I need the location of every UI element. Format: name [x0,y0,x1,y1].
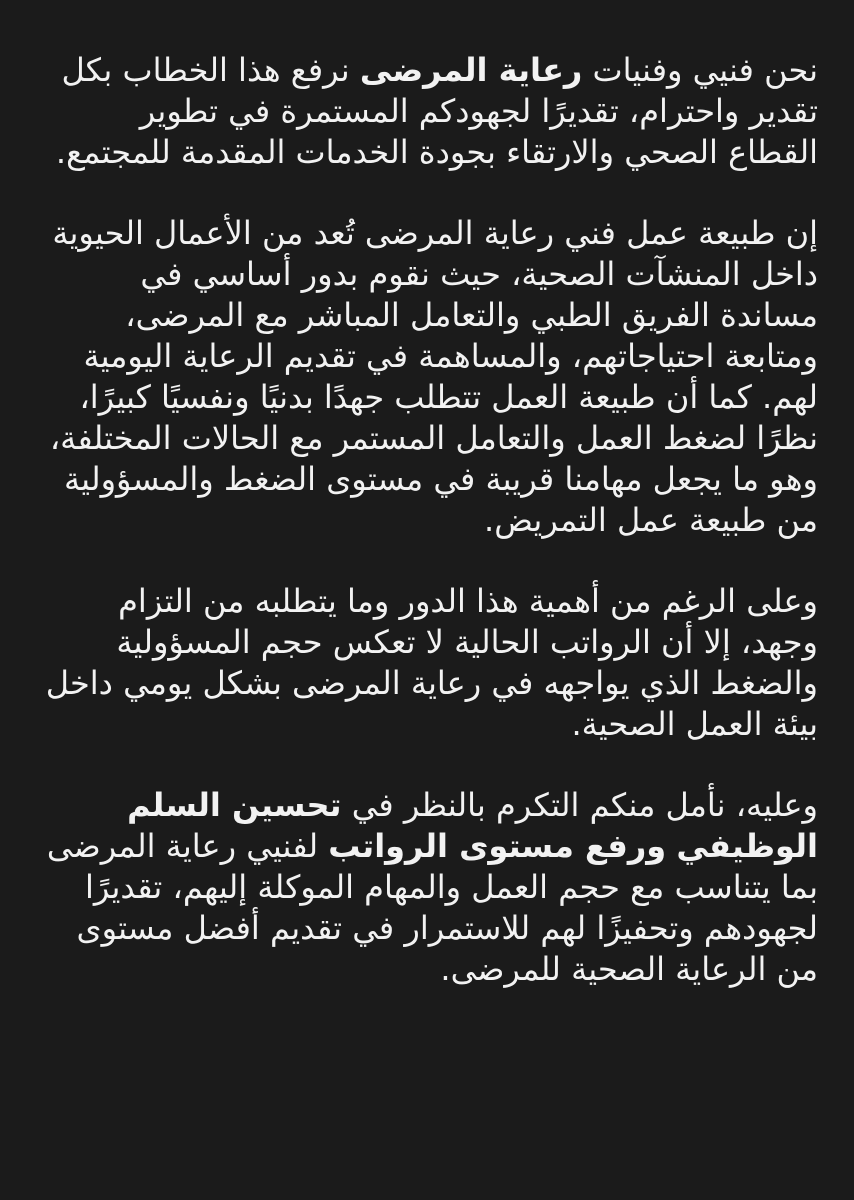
paragraph-request-text-space [666,827,676,865]
paragraph-intro-bold-patient-care: رعاية المرضى [359,51,583,89]
paragraph-request-bold-salary-raise: ورفع مستوى الرواتب [328,827,667,865]
paragraph-intro [40,50,818,173]
paragraph-request-text-start: وعليه، نأمل منكم التكرم بالنظر في [341,786,818,824]
paragraph-salary-concern: وعلى الرغم من أهمية هذا الدور وما يتطلبه من التزام وجهد، إلا أن الرواتب الحالية لا تعكس حجم المسؤولية والضغط الذي يواجهه في رعاية المرضى بشكل يومي داخل بيئة العمل الصحية. [45,582,818,743]
paragraph-request-text-end: لفنيي رعاية المرضى بما يتناسب مع حجم العمل والمهام الموكلة إليهم، تقديرًا لجهودهم وتحفيزًا لهم للاستمرار في تقديم أفضل مستوى من الرعاية الصحية للمرضى. [46,827,818,988]
paragraph-intro-text-start: نحن فنيي وفنيات [582,51,818,89]
paragraph-job-nature: إن طبيعة عمل فني رعاية المرضى تُعد من الأعمال الحيوية داخل المنشآت الصحية، حيث نقوم بدور أساسي في مساندة الفريق الطبي والتعامل المباشر مع المرضى، ومتابعة احتياجاتهم، والمساهمة في تقديم الرعاية اليومية لهم. كما أن طبيعة العمل تتطلب جهدًا بدنيًا ونفسيًا كبيرًا، نظرًا لضغط العمل والتعامل المستمر مع الحالات المختلفة، وهو ما يجعل مهامنا قريبة في مستوى الضغط والمسؤولية من طبيعة عمل التمريض. [49,214,818,539]
paragraph-request-bold-career-ladder: تحسين السلم الوظيفي [127,786,818,865]
paragraph-intro-text-end: نرفع هذا الخطاب بكل تقدير واحترام، تقديرًا لجهودكم المستمرة في تطوير القطاع الصحي والارتقاء بجودة الخدمات المقدمة للمجتمع. [55,51,818,171]
paragraph-request [40,785,818,990]
